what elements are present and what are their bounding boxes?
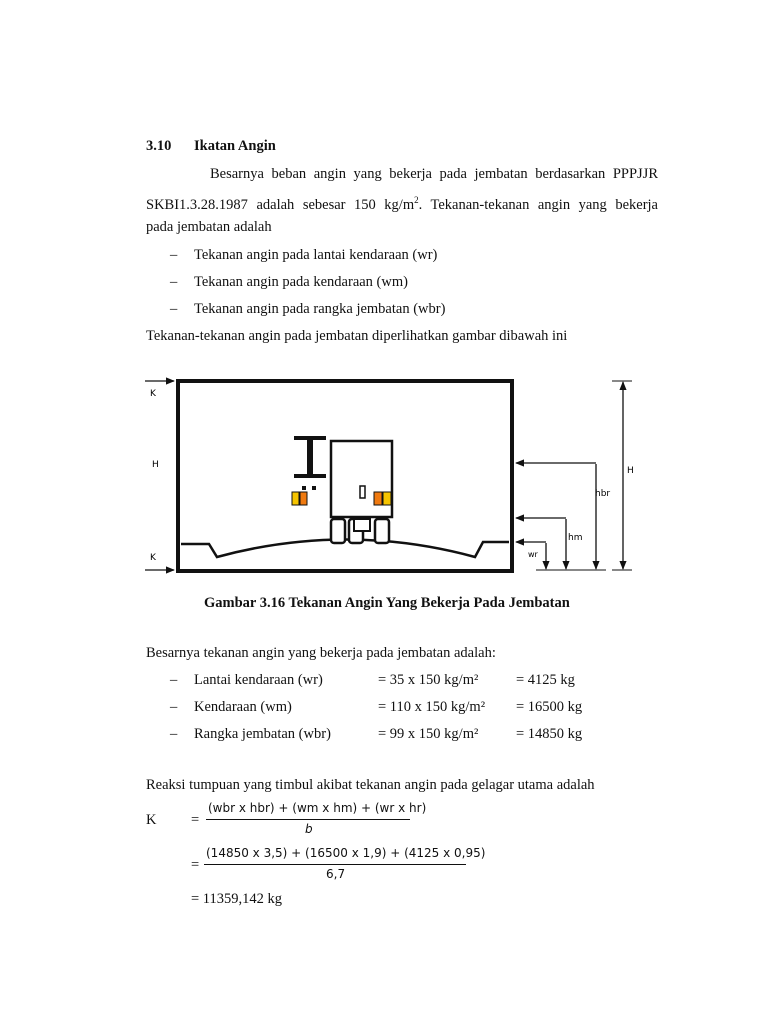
h-left-label: H [152,460,159,470]
figure-intro: Tekanan-tekanan angin pada jembatan diperlihatkan gambar dibawah ini [146,328,568,344]
fraction-bar [206,819,410,820]
section-title: Ikatan Angin [194,138,276,154]
formula-denominator: b [305,822,313,836]
intro-line-3: pada jembatan adalah [146,219,272,235]
hbr-label: hbr [595,489,611,499]
load-result: = 16500 kg [516,699,583,715]
figure-caption: Gambar 3.16 Tekanan Angin Yang Bekerja Pada Jembatan [204,595,570,611]
bullet-item: Tekanan angin pada rangka jembatan (wbr) [194,301,446,317]
bullet-dash: – [170,301,178,317]
bullet-item: Tekanan angin pada lantai kendaraan (wr) [194,247,438,263]
loads-intro: Besarnya tekanan angin yang bekerja pada jembatan adalah: [146,645,496,661]
load-result: = 4125 kg [516,672,575,688]
bullet-dash: – [170,274,178,290]
load-calc: = 99 x 150 kg/m² [378,726,479,742]
section-number: 3.10 [146,138,172,154]
yellow-light-icon [292,492,299,505]
load-dash: – [170,726,178,742]
formula-numerator-values: (14850 x 3,5) + (16500 x 1,9) + (4125 x 0,95) [206,846,486,860]
wr-label: wr [528,550,538,559]
load-dash: – [170,672,178,688]
bullet-item: Tekanan angin pada kendaraan (wm) [194,274,408,290]
load-result: = 14850 kg [516,726,583,742]
bullet-dash: – [170,247,178,263]
intro-line-1: Besarnya beban angin yang bekerja pada jembatan berdasarkan PPPJJR [210,166,658,182]
formula-denominator-value: 6,7 [326,867,346,881]
formula-equals: = [191,812,200,828]
h-right-label: H [627,466,634,476]
truck-icon [331,441,392,543]
load-name: Lantai kendaraan (wr) [194,672,323,688]
orange-light-icon [300,492,307,505]
formula-lhs: K [146,812,157,828]
load-calc: = 110 x 150 kg/m² [378,699,486,715]
k-bottom-label: K [150,553,156,563]
formula-equals: = [191,857,200,873]
reaction-intro: Reaksi tumpuan yang timbul akibat tekanan angin pada gelagar utama adalah [146,777,595,793]
load-name: Kendaraan (wm) [194,699,292,715]
load-calc: = 35 x 150 kg/m² [378,672,479,688]
sign-post-icon [294,436,326,490]
fraction-bar [204,864,466,865]
formula-result: = 11359,142 kg [191,891,283,907]
hm-label: hm [568,533,583,543]
load-dash: – [170,699,178,715]
intro-line-2: SKBI1.3.28.1987 adalah sebesar 150 $kg/m^2$. Tekanan-tekanan angin yang bekerja [146,195,658,213]
formula-numerator: (wbr x hbr) + (wm x hm) + (wr x hr) [208,801,427,815]
k-top-label: K [150,389,156,399]
load-name: Rangka jembatan (wbr) [194,726,331,742]
